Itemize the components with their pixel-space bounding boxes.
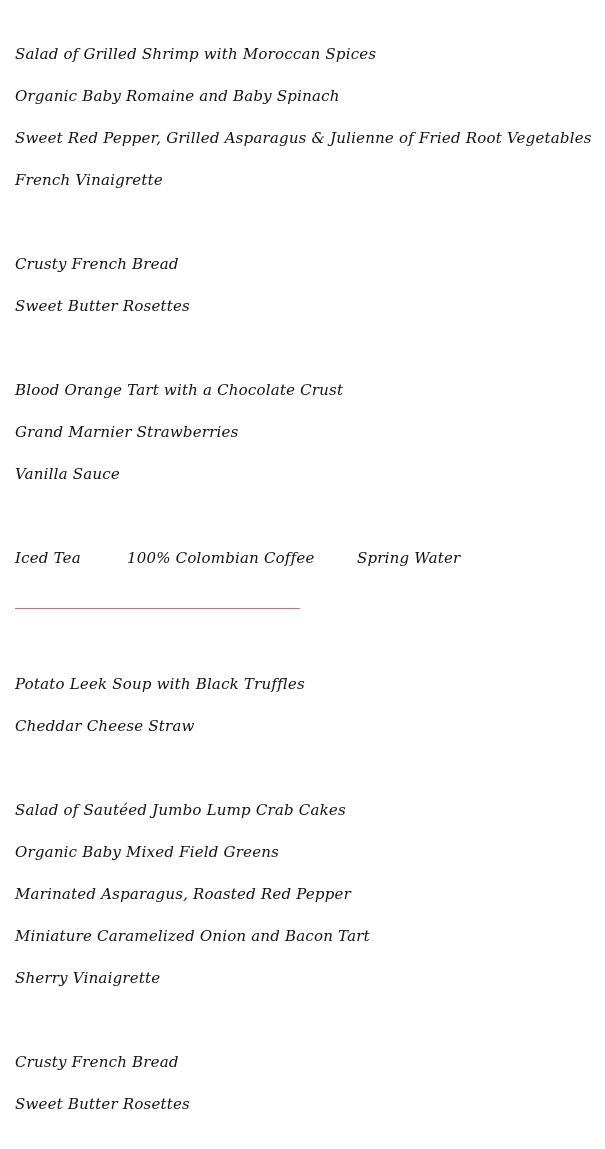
section-spacer <box>15 999 595 1041</box>
section-spacer <box>15 201 595 243</box>
beverage-item: Spring Water <box>357 549 461 567</box>
menu-line: Crusty French Bread <box>15 1053 179 1071</box>
section-spacer <box>15 495 595 537</box>
beverage-item: 100% Colombian Coffee <box>127 549 315 567</box>
menu-line: Sherry Vinaigrette <box>15 969 161 987</box>
menu-divider: ______________________________________ <box>15 591 300 609</box>
menu-line: Blood Orange Tart with a Chocolate Crust <box>15 381 344 399</box>
menu-line: Salad of Sautéed Jumbo Lump Crab Cakes <box>15 801 346 819</box>
menu-line: Vanilla Sauce <box>15 465 120 483</box>
top-padding <box>15 0 595 33</box>
menu-line: Sweet Red Pepper, Grilled Asparagus & Julienne of Fried Root Vegetables <box>15 129 592 147</box>
menu-line: Organic Baby Mixed Field Greens <box>15 843 280 861</box>
menu-line: Potato Leek Soup with Black Truffles <box>15 675 305 693</box>
menu-line: Salad of Grilled Shrimp with Moroccan Spices <box>15 45 377 63</box>
menu-line: Marinated Asparagus, Roasted Red Pepper <box>15 885 351 903</box>
menu-line: Crusty French Bread <box>15 255 179 273</box>
section-spacer <box>15 747 595 789</box>
menu-line: Miniature Caramelized Onion and Bacon Tart <box>15 927 370 945</box>
menu-line: Sweet Butter Rosettes <box>15 297 190 315</box>
section-spacer <box>15 327 595 369</box>
menu-line: Grand Marnier Strawberries <box>15 423 239 441</box>
menu-line: Cheddar Cheese Straw <box>15 717 195 735</box>
menu-line: Sweet Butter Rosettes <box>15 1095 190 1113</box>
menu-document <box>15 0 595 1125</box>
beverage-item: Iced Tea <box>15 549 81 567</box>
menu-line: French Vinaigrette <box>15 171 163 189</box>
section-spacer <box>15 621 595 663</box>
beverages-line <box>15 537 595 579</box>
menu-line: Organic Baby Romaine and Baby Spinach <box>15 87 340 105</box>
